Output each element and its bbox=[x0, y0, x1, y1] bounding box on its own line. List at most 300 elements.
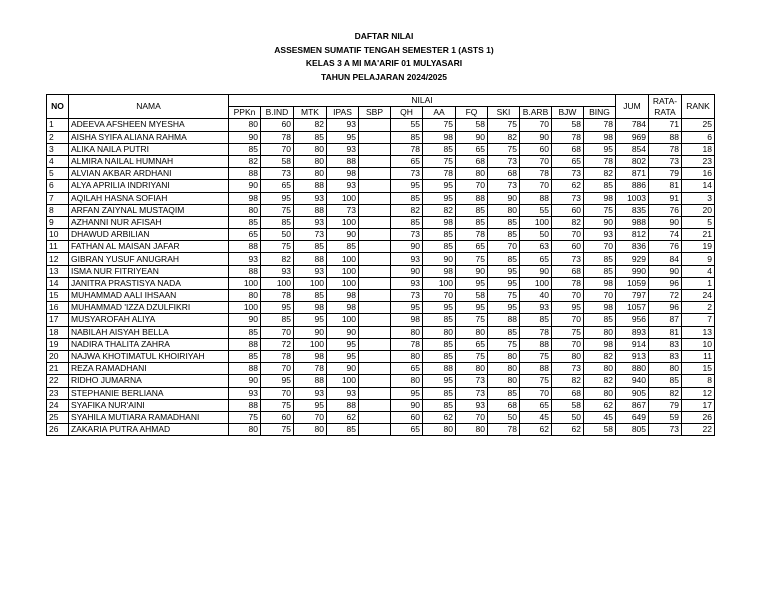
score-cell: 85 bbox=[488, 253, 520, 265]
average-cell: 82 bbox=[649, 387, 682, 399]
score-cell: 98 bbox=[327, 290, 359, 302]
score-cell: 70 bbox=[488, 241, 520, 253]
score-cell: 100 bbox=[294, 277, 327, 289]
average-cell: 90 bbox=[649, 216, 682, 228]
score-cell: 90 bbox=[229, 131, 261, 143]
score-cell: 68 bbox=[456, 155, 488, 167]
score-cell: 78 bbox=[520, 326, 552, 338]
report-subtitle: ASSESMEN SUMATIF TENGAH SEMESTER 1 (ASTS 1) bbox=[274, 44, 494, 55]
total-cell: 836 bbox=[616, 241, 649, 253]
score-cell: 88 bbox=[294, 375, 327, 387]
student-name: SYAHILA MUTIARA RAMADHANI bbox=[69, 411, 229, 423]
score-cell: 98 bbox=[423, 131, 456, 143]
score-cell: 98 bbox=[294, 350, 327, 362]
score-cell: 100 bbox=[423, 277, 456, 289]
total-cell: 913 bbox=[616, 350, 649, 362]
score-cell: 50 bbox=[552, 411, 584, 423]
student-name: ZAKARIA PUTRA AHMAD bbox=[69, 424, 229, 436]
total-cell: 802 bbox=[616, 155, 649, 167]
average-cell: 81 bbox=[649, 180, 682, 192]
average-cell: 76 bbox=[649, 204, 682, 216]
score-cell: 70 bbox=[552, 338, 584, 350]
total-cell: 905 bbox=[616, 387, 649, 399]
average-cell: 80 bbox=[649, 363, 682, 375]
total-cell: 649 bbox=[616, 411, 649, 423]
score-cell: 85 bbox=[423, 314, 456, 326]
rank-cell: 4 bbox=[682, 265, 715, 277]
score-cell bbox=[359, 265, 391, 277]
row-number: 16 bbox=[47, 302, 69, 314]
average-cell: 79 bbox=[649, 168, 682, 180]
score-cell: 93 bbox=[294, 216, 327, 228]
table-row bbox=[47, 192, 715, 204]
subject-header: SBP bbox=[359, 107, 391, 119]
average-cell: 81 bbox=[649, 326, 682, 338]
score-cell: 98 bbox=[391, 314, 423, 326]
row-number: 8 bbox=[47, 204, 69, 216]
score-cell bbox=[359, 302, 391, 314]
score-cell: 80 bbox=[423, 424, 456, 436]
subject-header: BING bbox=[584, 107, 616, 119]
row-number: 17 bbox=[47, 314, 69, 326]
score-cell: 100 bbox=[327, 375, 359, 387]
subject-header: MTK bbox=[294, 107, 327, 119]
row-number: 6 bbox=[47, 180, 69, 192]
score-cell: 60 bbox=[261, 119, 294, 131]
score-cell: 73 bbox=[552, 192, 584, 204]
table-row bbox=[47, 131, 715, 143]
score-cell: 100 bbox=[327, 277, 359, 289]
score-cell: 80 bbox=[552, 350, 584, 362]
rank-cell: 20 bbox=[682, 204, 715, 216]
score-cell: 80 bbox=[456, 326, 488, 338]
subject-header: SKI bbox=[488, 107, 520, 119]
score-cell: 65 bbox=[261, 180, 294, 192]
score-cell: 58 bbox=[552, 399, 584, 411]
score-cell: 58 bbox=[552, 119, 584, 131]
score-cell: 88 bbox=[294, 204, 327, 216]
rank-cell: 9 bbox=[682, 253, 715, 265]
score-cell: 80 bbox=[294, 424, 327, 436]
score-cell bbox=[359, 350, 391, 362]
table-row bbox=[47, 399, 715, 411]
table-row bbox=[47, 119, 715, 131]
score-cell: 62 bbox=[423, 411, 456, 423]
average-cell: 85 bbox=[649, 375, 682, 387]
score-cell: 100 bbox=[520, 216, 552, 228]
class-name: KELAS 3 A MI MA'ARIF 01 MULYASARI bbox=[305, 58, 463, 68]
student-name: MUSYAROFAH ALIYA bbox=[69, 314, 229, 326]
score-cell bbox=[359, 253, 391, 265]
total-cell: 956 bbox=[616, 314, 649, 326]
score-cell bbox=[359, 375, 391, 387]
score-cell: 75 bbox=[488, 338, 520, 350]
student-name: ALVIAN AKBAR ARDHANI bbox=[69, 168, 229, 180]
score-cell: 85 bbox=[391, 131, 423, 143]
score-cell: 75 bbox=[552, 326, 584, 338]
rank-cell: 17 bbox=[682, 399, 715, 411]
score-cell: 88 bbox=[229, 363, 261, 375]
score-cell: 98 bbox=[327, 302, 359, 314]
score-cell: 93 bbox=[327, 143, 359, 155]
score-cell: 93 bbox=[327, 180, 359, 192]
score-cell: 93 bbox=[294, 192, 327, 204]
score-cell bbox=[359, 216, 391, 228]
score-cell: 95 bbox=[327, 131, 359, 143]
row-number: 15 bbox=[47, 290, 69, 302]
subject-header: IPAS bbox=[327, 107, 359, 119]
row-number: 18 bbox=[47, 326, 69, 338]
score-cell: 93 bbox=[584, 229, 616, 241]
score-cell: 85 bbox=[423, 143, 456, 155]
score-cell: 95 bbox=[488, 277, 520, 289]
student-name: FATHAN AL MAISAN JAFAR bbox=[69, 241, 229, 253]
score-cell: 98 bbox=[423, 216, 456, 228]
score-cell bbox=[359, 241, 391, 253]
score-cell: 68 bbox=[552, 143, 584, 155]
score-cell: 85 bbox=[423, 229, 456, 241]
score-cell: 70 bbox=[552, 314, 584, 326]
score-cell: 75 bbox=[520, 375, 552, 387]
score-cell bbox=[359, 155, 391, 167]
score-cell: 80 bbox=[294, 143, 327, 155]
score-cell: 88 bbox=[520, 363, 552, 375]
score-cell bbox=[359, 119, 391, 131]
table-row bbox=[47, 241, 715, 253]
score-cell: 100 bbox=[327, 314, 359, 326]
score-cell: 93 bbox=[520, 302, 552, 314]
table-row bbox=[47, 155, 715, 167]
score-cell: 75 bbox=[261, 204, 294, 216]
score-cell: 100 bbox=[327, 253, 359, 265]
rank-cell: 7 bbox=[682, 314, 715, 326]
score-cell: 62 bbox=[327, 411, 359, 423]
row-number: 13 bbox=[47, 265, 69, 277]
score-cell: 95 bbox=[552, 302, 584, 314]
student-name: ADEEVA AFSHEEN MYESHA bbox=[69, 119, 229, 131]
score-cell: 85 bbox=[488, 326, 520, 338]
col-rank-header: RANK bbox=[682, 95, 715, 119]
rank-cell: 23 bbox=[682, 155, 715, 167]
score-cell: 78 bbox=[294, 363, 327, 375]
score-cell: 95 bbox=[294, 314, 327, 326]
score-cell: 50 bbox=[488, 411, 520, 423]
average-cell: 88 bbox=[649, 131, 682, 143]
score-cell: 98 bbox=[327, 168, 359, 180]
subject-header: QH bbox=[391, 107, 423, 119]
score-cell: 95 bbox=[488, 302, 520, 314]
score-cell: 85 bbox=[423, 387, 456, 399]
academic-year: TAHUN PELAJARAN 2024/2025 bbox=[321, 71, 447, 82]
score-cell bbox=[359, 131, 391, 143]
total-cell: 990 bbox=[616, 265, 649, 277]
score-cell: 75 bbox=[423, 119, 456, 131]
score-cell: 70 bbox=[520, 155, 552, 167]
score-cell: 75 bbox=[261, 424, 294, 436]
student-name: NADIRA THALITA ZAHRA bbox=[69, 338, 229, 350]
score-cell: 85 bbox=[520, 314, 552, 326]
average-cell: 72 bbox=[649, 290, 682, 302]
subject-header: FQ bbox=[456, 107, 488, 119]
score-cell: 40 bbox=[520, 290, 552, 302]
score-cell: 70 bbox=[520, 387, 552, 399]
score-cell: 80 bbox=[229, 204, 261, 216]
score-cell: 98 bbox=[584, 338, 616, 350]
rank-cell: 1 bbox=[682, 277, 715, 289]
score-cell: 98 bbox=[584, 277, 616, 289]
score-cell: 82 bbox=[584, 375, 616, 387]
score-cell: 45 bbox=[584, 411, 616, 423]
table-row bbox=[47, 326, 715, 338]
score-cell: 82 bbox=[391, 204, 423, 216]
score-cell bbox=[359, 424, 391, 436]
score-cell: 90 bbox=[327, 326, 359, 338]
student-name: ARFAN ZAIYNAL MUSTAQIM bbox=[69, 204, 229, 216]
score-cell: 45 bbox=[520, 411, 552, 423]
score-cell bbox=[359, 363, 391, 375]
score-cell: 65 bbox=[391, 424, 423, 436]
score-cell: 85 bbox=[261, 216, 294, 228]
score-cell: 85 bbox=[261, 314, 294, 326]
score-cell bbox=[359, 180, 391, 192]
score-cell: 85 bbox=[584, 265, 616, 277]
row-number: 14 bbox=[47, 277, 69, 289]
score-cell: 90 bbox=[423, 253, 456, 265]
total-cell: 1003 bbox=[616, 192, 649, 204]
rank-cell: 3 bbox=[682, 192, 715, 204]
average-cell: 71 bbox=[649, 119, 682, 131]
table-row bbox=[47, 424, 715, 436]
score-cell: 88 bbox=[327, 155, 359, 167]
score-cell: 80 bbox=[229, 290, 261, 302]
score-cell: 63 bbox=[520, 241, 552, 253]
score-cell: 73 bbox=[488, 155, 520, 167]
score-cell: 93 bbox=[229, 253, 261, 265]
row-number: 25 bbox=[47, 411, 69, 423]
score-cell: 90 bbox=[327, 363, 359, 375]
score-cell bbox=[359, 192, 391, 204]
score-cell: 60 bbox=[391, 411, 423, 423]
score-cell: 90 bbox=[229, 314, 261, 326]
average-cell: 96 bbox=[649, 302, 682, 314]
score-cell: 70 bbox=[520, 180, 552, 192]
score-cell bbox=[359, 290, 391, 302]
score-cell: 73 bbox=[552, 168, 584, 180]
score-cell: 80 bbox=[456, 168, 488, 180]
score-cell: 70 bbox=[261, 143, 294, 155]
score-cell: 50 bbox=[261, 229, 294, 241]
score-cell: 93 bbox=[294, 265, 327, 277]
row-number: 10 bbox=[47, 229, 69, 241]
student-name: AQILAH HASNA SOFIAH bbox=[69, 192, 229, 204]
score-cell: 80 bbox=[229, 119, 261, 131]
score-cell: 80 bbox=[229, 424, 261, 436]
score-cell: 73 bbox=[261, 168, 294, 180]
score-cell: 85 bbox=[294, 290, 327, 302]
score-cell: 75 bbox=[229, 411, 261, 423]
score-cell: 90 bbox=[229, 180, 261, 192]
score-cell: 75 bbox=[456, 350, 488, 362]
score-cell: 85 bbox=[584, 180, 616, 192]
rank-cell: 13 bbox=[682, 326, 715, 338]
table-row bbox=[47, 350, 715, 362]
row-number: 1 bbox=[47, 119, 69, 131]
score-cell: 73 bbox=[391, 229, 423, 241]
score-cell: 75 bbox=[261, 399, 294, 411]
student-name: STEPHANIE BERLIANA bbox=[69, 387, 229, 399]
score-cell: 95 bbox=[423, 302, 456, 314]
score-cell: 85 bbox=[584, 253, 616, 265]
rank-cell: 11 bbox=[682, 350, 715, 362]
total-cell: 784 bbox=[616, 119, 649, 131]
score-cell bbox=[359, 168, 391, 180]
score-cell: 70 bbox=[456, 180, 488, 192]
rank-cell: 16 bbox=[682, 168, 715, 180]
score-cell: 93 bbox=[327, 387, 359, 399]
score-cell: 65 bbox=[520, 399, 552, 411]
score-cell: 90 bbox=[456, 265, 488, 277]
score-cell: 75 bbox=[488, 119, 520, 131]
score-cell: 70 bbox=[423, 290, 456, 302]
score-cell: 85 bbox=[229, 350, 261, 362]
score-cell bbox=[359, 411, 391, 423]
total-cell: 1059 bbox=[616, 277, 649, 289]
score-cell: 95 bbox=[456, 302, 488, 314]
score-cell: 82 bbox=[584, 168, 616, 180]
score-cell: 93 bbox=[391, 277, 423, 289]
score-cell: 95 bbox=[261, 302, 294, 314]
score-cell: 73 bbox=[456, 387, 488, 399]
row-number: 11 bbox=[47, 241, 69, 253]
table-row bbox=[47, 277, 715, 289]
table-row bbox=[47, 204, 715, 216]
average-cell: 83 bbox=[649, 338, 682, 350]
score-cell: 88 bbox=[327, 399, 359, 411]
student-name: GIBRAN YUSUF ANUGRAH bbox=[69, 253, 229, 265]
score-cell: 82 bbox=[584, 350, 616, 362]
total-cell: 867 bbox=[616, 399, 649, 411]
table-row bbox=[47, 265, 715, 277]
subject-header: PPKn bbox=[229, 107, 261, 119]
table-row bbox=[47, 180, 715, 192]
score-cell: 85 bbox=[391, 216, 423, 228]
score-cell: 95 bbox=[391, 180, 423, 192]
average-cell: 91 bbox=[649, 192, 682, 204]
score-cell: 95 bbox=[261, 192, 294, 204]
score-cell: 55 bbox=[391, 119, 423, 131]
score-cell: 85 bbox=[423, 338, 456, 350]
row-number: 7 bbox=[47, 192, 69, 204]
row-number: 20 bbox=[47, 350, 69, 362]
average-cell: 96 bbox=[649, 277, 682, 289]
score-cell: 88 bbox=[294, 253, 327, 265]
table-row bbox=[47, 143, 715, 155]
score-cell: 98 bbox=[584, 131, 616, 143]
score-cell: 78 bbox=[552, 131, 584, 143]
score-cell: 70 bbox=[261, 387, 294, 399]
table-row bbox=[47, 411, 715, 423]
score-cell: 78 bbox=[423, 168, 456, 180]
score-cell bbox=[359, 277, 391, 289]
score-cell: 95 bbox=[456, 277, 488, 289]
student-name: ALMIRA NAILAL HUMNAH bbox=[69, 155, 229, 167]
score-cell: 80 bbox=[456, 363, 488, 375]
score-cell: 65 bbox=[391, 155, 423, 167]
student-name: REZA RAMADHANI bbox=[69, 363, 229, 375]
score-cell: 85 bbox=[488, 229, 520, 241]
score-cell: 80 bbox=[423, 326, 456, 338]
student-name: SYAFIKA NUR'AINI bbox=[69, 399, 229, 411]
score-cell: 65 bbox=[229, 229, 261, 241]
score-cell: 60 bbox=[520, 143, 552, 155]
score-cell: 82 bbox=[552, 375, 584, 387]
score-cell: 93 bbox=[391, 253, 423, 265]
total-cell: 854 bbox=[616, 143, 649, 155]
total-cell: 812 bbox=[616, 229, 649, 241]
total-cell: 940 bbox=[616, 375, 649, 387]
score-cell: 75 bbox=[584, 204, 616, 216]
score-cell: 95 bbox=[423, 375, 456, 387]
score-cell: 80 bbox=[294, 168, 327, 180]
score-cell: 98 bbox=[584, 192, 616, 204]
average-cell: 87 bbox=[649, 314, 682, 326]
total-cell: 969 bbox=[616, 131, 649, 143]
rank-cell: 14 bbox=[682, 180, 715, 192]
score-cell: 100 bbox=[229, 302, 261, 314]
total-cell: 797 bbox=[616, 290, 649, 302]
score-cell: 98 bbox=[229, 192, 261, 204]
average-cell: 76 bbox=[649, 241, 682, 253]
rank-cell: 26 bbox=[682, 411, 715, 423]
student-name: NAJWA KHOTIMATUL KHOIRIYAH bbox=[69, 350, 229, 362]
score-cell: 70 bbox=[456, 411, 488, 423]
rank-cell: 12 bbox=[682, 387, 715, 399]
student-name: AZHANNI NUR AFISAH bbox=[69, 216, 229, 228]
score-cell: 85 bbox=[294, 131, 327, 143]
score-cell: 95 bbox=[423, 180, 456, 192]
student-name: ALIKA NAILA PUTRI bbox=[69, 143, 229, 155]
table-row bbox=[47, 302, 715, 314]
student-name: ISMA NUR FITRIYEAN bbox=[69, 265, 229, 277]
score-cell: 90 bbox=[391, 265, 423, 277]
score-cell: 65 bbox=[456, 241, 488, 253]
score-cell: 93 bbox=[327, 119, 359, 131]
score-cell: 88 bbox=[423, 363, 456, 375]
score-cell: 100 bbox=[294, 338, 327, 350]
score-cell: 93 bbox=[261, 265, 294, 277]
score-cell: 58 bbox=[261, 155, 294, 167]
score-cell: 80 bbox=[456, 424, 488, 436]
row-number: 19 bbox=[47, 338, 69, 350]
score-cell: 98 bbox=[423, 265, 456, 277]
score-cell: 70 bbox=[584, 241, 616, 253]
score-cell: 85 bbox=[327, 241, 359, 253]
score-cell: 68 bbox=[552, 387, 584, 399]
score-cell: 73 bbox=[391, 290, 423, 302]
score-cell: 82 bbox=[488, 131, 520, 143]
score-cell: 65 bbox=[552, 155, 584, 167]
row-number: 24 bbox=[47, 399, 69, 411]
score-cell: 82 bbox=[552, 216, 584, 228]
total-cell: 835 bbox=[616, 204, 649, 216]
student-name: NABILAH AISYAH BELLA bbox=[69, 326, 229, 338]
score-cell: 70 bbox=[261, 363, 294, 375]
score-cell: 82 bbox=[423, 204, 456, 216]
total-cell: 880 bbox=[616, 363, 649, 375]
score-cell: 88 bbox=[229, 338, 261, 350]
score-cell: 78 bbox=[552, 277, 584, 289]
score-cell: 95 bbox=[423, 192, 456, 204]
